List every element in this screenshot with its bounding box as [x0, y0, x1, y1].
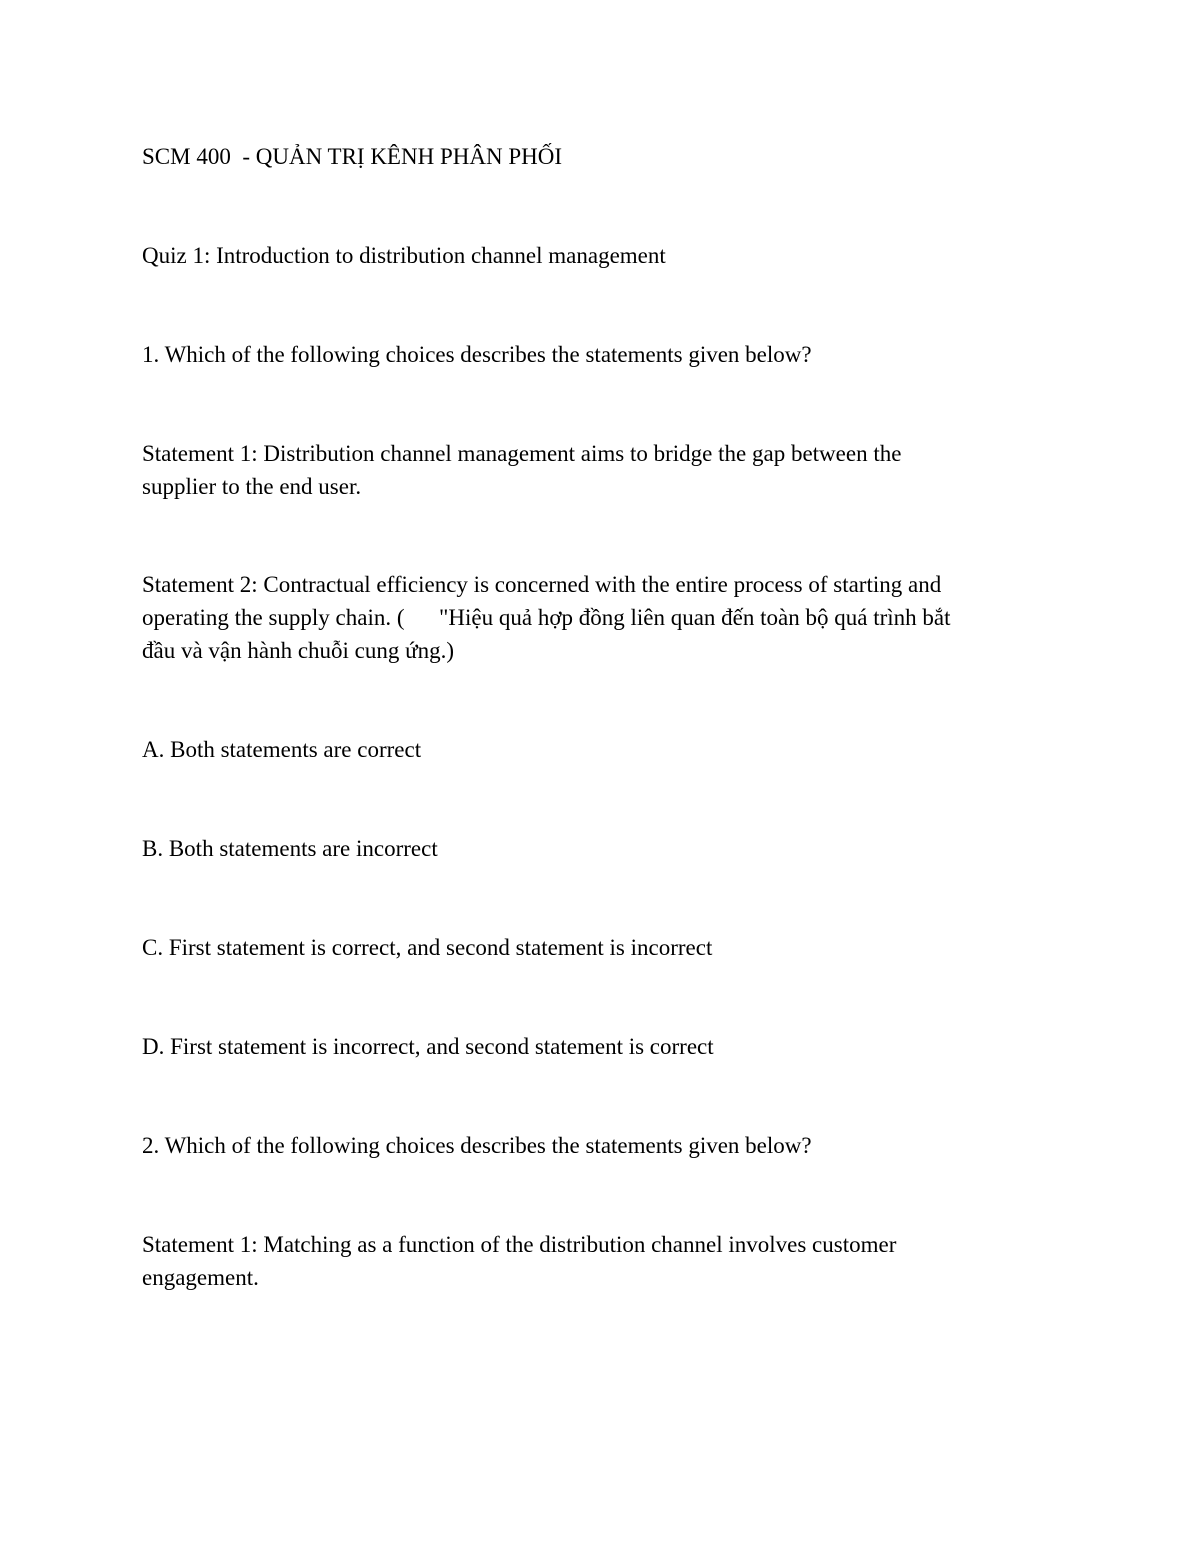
question-1-prompt: 1. Which of the following choices describes the statements given below?: [142, 342, 812, 367]
question-1-option-d: D. First statement is incorrect, and second statement is correct: [142, 1034, 714, 1059]
question-1-statement-2-line-3: đầu và vận hành chuỗi cung ứng.): [142, 638, 455, 663]
course-title: SCM 400 - QUẢN TRỊ KÊNH PHÂN PHỐI: [142, 144, 562, 169]
question-1-option-c: C. First statement is correct, and second statement is incorrect: [142, 935, 713, 960]
question-1-statement-2-line-1: Statement 2: Contractual efficiency is concerned with the entire process of starting and: [142, 572, 942, 597]
question-1-statement-1-line-1: Statement 1: Distribution channel management aims to bridge the gap between the: [142, 441, 902, 466]
question-1-statement-1-line-2: supplier to the end user.: [142, 474, 362, 499]
quiz-title: Quiz 1: Introduction to distribution channel management: [142, 243, 666, 268]
question-2-prompt: 2. Which of the following choices describes the statements given below?: [142, 1133, 812, 1158]
question-1-option-a: A. Both statements are correct: [142, 737, 422, 762]
question-1-statement-2-line-2: operating the supply chain. ( "Hiệu quả hợp đồng liên quan đến toàn bộ quá trình bắt: [142, 605, 951, 630]
question-1-option-b: B. Both statements are incorrect: [142, 836, 438, 861]
question-2-statement-1-line-1: Statement 1: Matching as a function of the distribution channel involves customer: [142, 1232, 897, 1257]
question-2-statement-1-line-2: engagement.: [142, 1265, 259, 1290]
